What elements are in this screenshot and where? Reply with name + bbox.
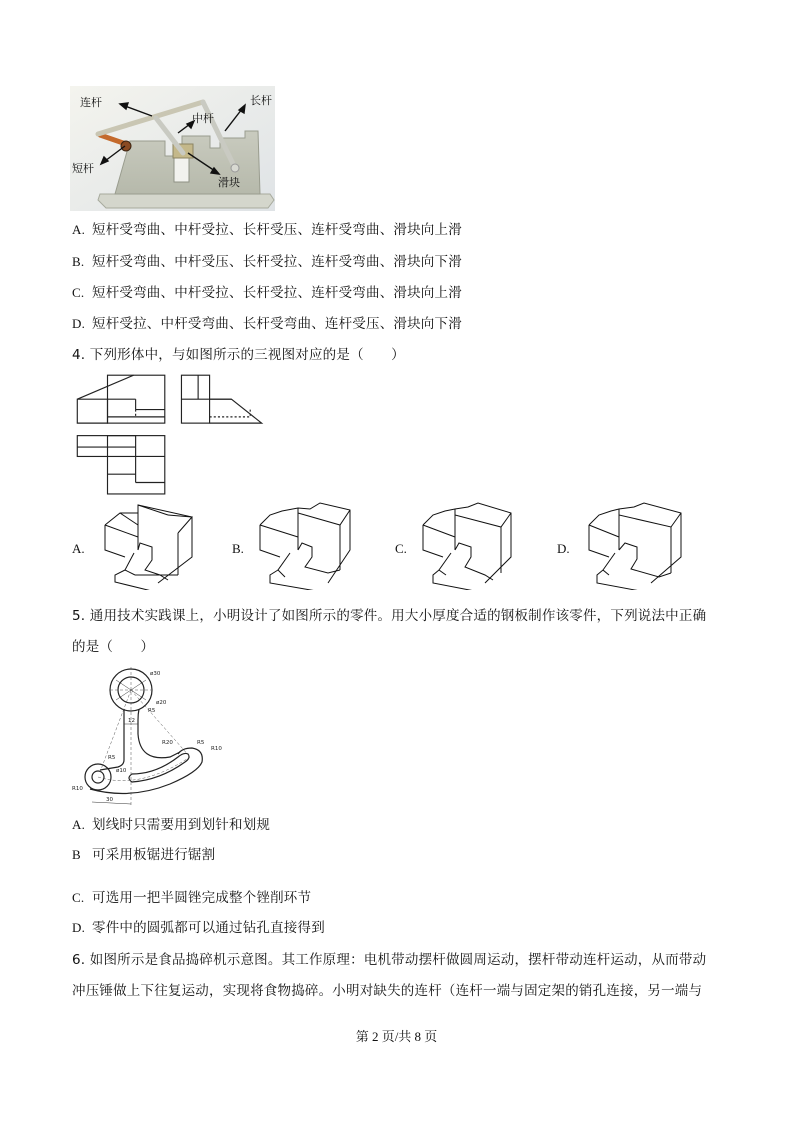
dim-r5-top: R5 (148, 708, 156, 714)
dim-d20: ø20 (156, 700, 167, 706)
q5-stem-line1: 5. 通用技术实践课上，小明设计了如图所示的零件。用大小厚度合适的钢板制作该零件，下列说法中正确 (72, 608, 707, 624)
option-label: D. (72, 920, 86, 935)
option-text: 零件中的圆弧都可以通过钻孔直接得到 (92, 920, 325, 936)
option-text: 可选用一把半圆锉完成整个锉削环节 (92, 890, 312, 906)
q5-option-d (72, 920, 325, 936)
q4-option-b (232, 495, 362, 590)
option-label: D. (557, 541, 570, 556)
option-label: B. (232, 541, 244, 556)
q6-stem-line1: 6. 如图所示是食品捣碎机示意图。其工作原理：电机带动摆杆做圆周运动，摆杆带动连杆运动，从而带动 (72, 952, 707, 968)
q4-option-c (395, 495, 525, 590)
dim-length: 30 (106, 797, 113, 803)
isometric-solid-b (250, 495, 365, 590)
option-label: B (72, 847, 81, 862)
option-text: 短杆受弯曲、中杆受压、长杆受拉、连杆受弯曲、滑块向下滑 (92, 254, 462, 270)
mechanism-figure (70, 86, 275, 211)
option-label: A. (72, 541, 85, 556)
dim-w12: 12 (128, 718, 135, 724)
option-label: D. (72, 316, 86, 331)
mechanism-illustration (70, 86, 275, 211)
option-text: 短杆受弯曲、中杆受拉、长杆受压、连杆受弯曲、滑块向上滑 (92, 222, 462, 238)
dim-r10-right: R10 (211, 746, 222, 752)
three-view-drawing (70, 370, 270, 495)
dim-d30: ø30 (150, 671, 161, 677)
q5-option-a (72, 817, 270, 833)
option-label: C. (72, 285, 85, 300)
label-short-rod: 短杆 (72, 162, 94, 175)
isometric-solid-c (413, 495, 528, 590)
q3-option-c (72, 285, 462, 301)
label-middle-rod: 中杆 (192, 112, 214, 125)
q3-option-a (72, 222, 462, 238)
q4-stem: 4. 下列形体中，与如图所示的三视图对应的是（ ） (72, 347, 405, 363)
option-label: A. (72, 222, 86, 237)
option-text: 短杆受弯曲、中杆受拉、长杆受拉、连杆受弯曲、滑块向上滑 (92, 285, 462, 301)
q3-option-b (72, 254, 462, 270)
label-slider: 滑块 (218, 176, 240, 189)
option-text: 短杆受拉、中杆受弯曲、长杆受弯曲、连杆受压、滑块向下滑 (92, 316, 462, 332)
label-long-rod: 长杆 (250, 94, 272, 107)
q4-option-a (72, 495, 202, 590)
dim-r20: R20 (162, 740, 173, 746)
dim-r5-left: R5 (108, 755, 116, 761)
part-drawing (70, 662, 230, 812)
dim-r10-left: R10 (72, 786, 83, 792)
q6-stem-line2: 冲压锤做上下往复运动，实现将食物捣碎。小明对缺失的连杆（连杆一端与固定架的销孔连接，另一端与 (72, 983, 703, 999)
label-connecting-rod: 连杆 (80, 96, 102, 109)
option-text: 可采用板锯进行锯割 (92, 847, 216, 863)
option-label: A. (72, 817, 86, 832)
dim-d10: ø10 (116, 768, 127, 774)
option-label: C. (72, 890, 85, 905)
part-drawing-svg (70, 662, 230, 812)
option-label: C. (395, 541, 407, 556)
page-indicator: 第 2 页/共 8 页 (355, 1029, 438, 1044)
q5-stem-line2: 的是（ ） (72, 639, 155, 655)
isometric-solid-a (90, 495, 205, 590)
isometric-solid-d (579, 495, 694, 590)
option-label: B. (72, 254, 85, 269)
q3-option-d (72, 316, 462, 332)
q4-option-d (557, 495, 697, 590)
dim-r5-right: R5 (197, 740, 205, 746)
q5-option-b (72, 847, 215, 863)
option-text: 划线时只需要用到划针和划规 (92, 817, 271, 833)
three-view-svg (70, 370, 270, 495)
q5-option-c (72, 890, 311, 906)
